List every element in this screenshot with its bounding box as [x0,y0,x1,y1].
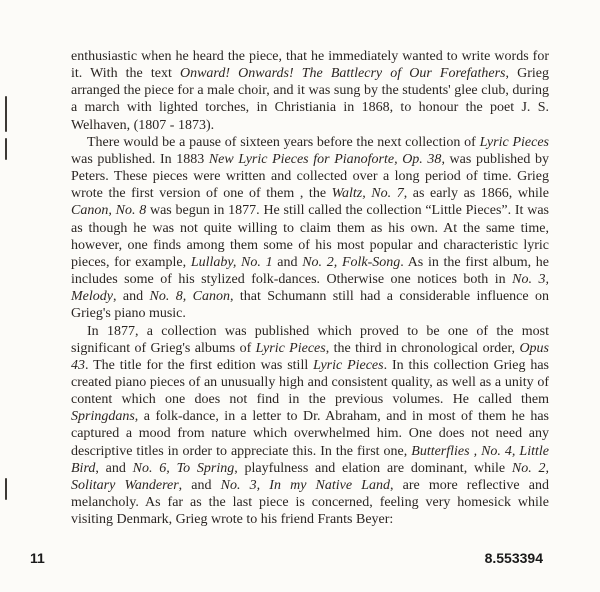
text-run: was begun in 1877. He still called the collection “Little Pieces”. It was as though he was not quite willing to claim them as his own. At the same time, however, one finds among them some of his most popular and characteristic lyric pieces, for example, [71,203,549,270]
italic-title: New Lyric Pieces for Pianoforte, Op. 38 [208,151,442,167]
text-run: and [272,254,303,270]
italic-title: No. 3, In my Native Land [220,477,391,493]
italic-title: Onward! Onwards! The Battlecry of Our Forefathers [179,66,506,82]
text-run: , the third in chronological order, [325,340,520,356]
text-run: , that Schumann still had a considerable influence on Grieg's piano music. [71,289,549,322]
italic-title: Lyric Pieces [313,357,384,373]
text-run: . In this collection Grieg has created piano pieces of an unusually high and consistent quality, as well as a unity of content which one does not find in the previous volumes. He called them [71,357,549,408]
text-run: , playfulness and elation are dominant, while [234,460,512,476]
text-run: , was published by Peters. These pieces were written and collected over a long period of time. Grieg wrote the first version of one of them , the [71,151,549,202]
text-run: , a folk-dance, in a letter to Dr. Abraham, and in most of them he has captured a mood from nature which overwhelmed him. One does not need any descriptive titles in order to appreciate this. In the first one, [71,409,549,459]
text-run: , and [112,289,150,305]
text-run: , as early as 1866, while [403,186,549,202]
italic-title: Butterflies , No. 4, Little Bird [71,443,549,476]
text-run: enthusiastic when he heard the piece, that he immediately wanted to write words for it. With the text [71,49,549,82]
binding-mark [5,138,7,160]
italic-title: Canon, No. 8 [71,203,147,219]
binding-mark [5,478,7,500]
italic-title: No. 6, To Spring [132,460,235,476]
text-run: , and [95,460,133,476]
italic-title: No. 2, Folk-Song [302,254,401,270]
text-run: , and [178,477,221,493]
binding-mark [5,96,7,132]
body-text [71,48,549,528]
text-run: . As in the first album, he includes some of his stylized folk-dances. Otherwise one notices both in [71,254,549,288]
italic-title: Lullaby, No. 1 [190,254,273,270]
text-run: was published. In 1883 [71,151,209,167]
paragraph [71,323,549,529]
italic-title: Waltz, No. 7 [331,186,404,202]
paragraph [71,48,549,134]
text-run: , Grieg arranged the piece for a male choir, and it was sung by the students' glee club, during a march with lighted torches, in Christiania in 1868, to honour the poet J. S. Welhaven, (1807 - 1873). [71,66,549,133]
italic-title: No. 3, Melody [71,272,549,305]
text-run: There would be a pause of sixteen years before the next collection of [87,134,480,150]
catalog-number: 8.553394 [484,550,543,566]
paragraph [71,134,549,323]
text-run: , are more reflective and melancholy. As far as the last piece is concerned, feeling very homesick while visiting Denmark, Grieg wrote to his friend Frants Beyer: [71,477,549,528]
italic-title: No. 8, Canon [149,289,230,305]
italic-title: Lyric Pieces [479,134,549,150]
italic-title: Springdans [71,409,135,425]
page-number: 11 [30,550,45,566]
text-run: In 1877, a collection was published which proved to be one of the most significant of Grieg's albums of [71,323,549,356]
italic-title: Opus 43 [71,340,549,373]
text-run: . The title for the first edition was still [85,357,314,373]
italic-title: No. 2, Solitary Wanderer [71,460,549,493]
italic-title: Lyric Pieces [255,340,326,356]
